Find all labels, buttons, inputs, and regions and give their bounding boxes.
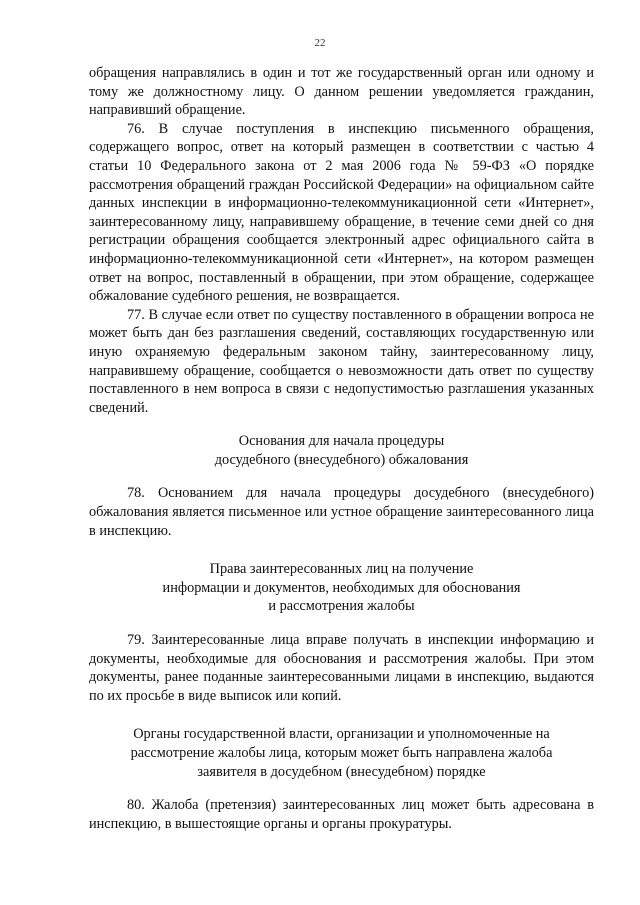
paragraph-80: 80. Жалоба (претензия) заинтересованных лиц может быть адресована в инспекцию, в вышестоящие органы и органы прокуратуры. (89, 797, 594, 832)
section-heading-appeal-grounds (89, 432, 594, 469)
heading-line: Органы государственной власти, организации и уполномоченные на (133, 726, 550, 743)
heading-line: рассмотрение жалобы лица, которым может быть направлена жалоба (130, 745, 553, 761)
paragraph-79: 79. Заинтересованные лица вправе получать в инспекции информацию и документы, необходимые для обоснования и рассмотрения жалобы. При этом документы, ранее поданные заинтересованными лицами в инспекцию, выдаются по их просьбе в виде выписок или копий. (89, 632, 594, 704)
paragraph-77: 77. В случае если ответ по существу поставленного в обращении вопроса не может быть дан без разглашения сведений, составляющих государственную или иную охраняемую федеральным законом тайну, заинтересованному лицу, направившему обращение, сообщается о невозможности дать ответ по существу поставленного в нем вопроса в связи с недопустимостью разглашения указанных сведений. (89, 306, 594, 416)
paragraph-78: 78. Основанием для начала процедуры досудебного (внесудебного) обжалования является письменное или устное обращение заинтересованного лица в инспекцию. (89, 485, 594, 539)
section-heading-rights-of-interested-persons (89, 560, 594, 616)
heading-line: досудебного (внесудебного) обжалования (214, 451, 469, 468)
heading-line: Права заинтересованных лиц на получение (209, 561, 474, 578)
document-body (89, 64, 594, 833)
heading-line: заявителя в досудебном (внесудебном) порядке (197, 763, 486, 780)
heading-line: Основания для начала процедуры (238, 433, 445, 450)
page-number: 22 (314, 37, 326, 49)
paragraph-continuation: обращения направлялись в один и тот же государственный орган или одному и тому же должностному лицу. О данном решении уведомляется гражданин, направивший обращение. (89, 65, 594, 119)
paragraph-76: 76. В случае поступления в инспекцию письменного обращения, содержащего вопрос, ответ на который размещен в соответствии с частью 4 статьи 10 Федерального закона от 2 мая 2006 года № 59-ФЗ «О порядке рассмотрения обращений граждан Российской Федерации» на официальном сайте данных инспекции в информационно-телекоммуникационной сети «Интернет», заинтересованному лицу, направившему обращение, в течение семи дней со дня регистрации обращения сообщается электронный адрес официального сайта в информационно-телекоммуникационной сети «Интернет», на котором размещен ответ на вопрос, поставленный в обращении, при этом обращение, содержащее обжалование судебного решения, не возвращается. (89, 120, 594, 305)
heading-line: информации и документов, необходимых для обоснования (162, 579, 521, 596)
section-heading-complaint-authorities (89, 725, 594, 781)
heading-line: и рассмотрения жалобы (268, 598, 415, 615)
